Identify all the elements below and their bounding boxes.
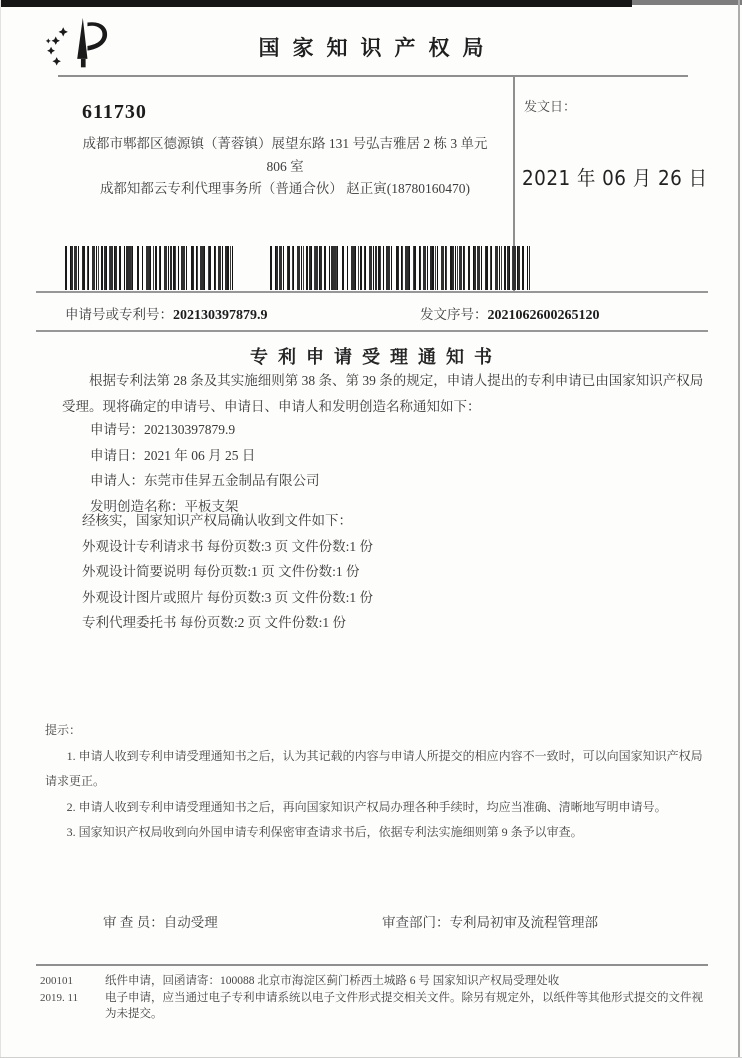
serial-number [420, 303, 600, 324]
field-label: 申请号： [90, 422, 144, 437]
tip-item-1: 1. 申请人收到专利申请受理通知书之后，认为其记载的内容与申请人所提交的相应内容不一致时，可以向国家知识产权局请求更正。 [45, 748, 703, 788]
field-value: 202130397879.9 [144, 422, 236, 437]
footer-form-code: 200101 [40, 975, 73, 987]
footer-line2: 电子申请，应当通过电子专利申请系统以电子文件形式提交相关文件。除另有规定外，以纸件等其他形式提交的文件视为未提交。 [105, 991, 703, 1020]
reference-band-top-rule [36, 291, 708, 293]
document-list-item: 外观设计简要说明 每份页数:1 页 文件份数:1 份 [82, 564, 360, 579]
issue-date-label: 发文日： [524, 99, 577, 114]
recipient-address-line1: 成都市郫都区德源镇（菁蓉镇）展望东路 131 号弘吉雅居 2 栋 3 单元 [82, 136, 488, 151]
reference-band-bottom-rule [36, 330, 708, 332]
field-label: 申请日： [90, 447, 144, 463]
tips-label: 提示： [45, 723, 82, 737]
footer-rule [36, 964, 708, 966]
department [382, 911, 598, 931]
scan-artifact-top-bar [0, 0, 632, 7]
notice-fields [62, 417, 738, 519]
application-number-value: 202130397879.9 [173, 308, 268, 323]
tip-item-3: 3. 国家知识产权局收到向外国申请专利保密审查请求书后，依据专利法实施细则第 9 条予以审查。 [66, 825, 583, 839]
barcode-right [270, 246, 530, 290]
notice-paragraph [62, 368, 710, 419]
received-documents-intro: 经核实，国家知识产权局确认收到文件如下： [82, 513, 352, 528]
examiner-value: 自动受理 [163, 915, 218, 930]
footer-notes [105, 973, 707, 1023]
recipient-agent-line: 成都知都云专利代理事务所（普通合伙） 赵正寅(18780160470) [99, 181, 471, 196]
recipient-address-line2: 806 室 [266, 159, 304, 174]
field-application-date [90, 443, 738, 469]
footer-line1: 纸件申请，回函请寄：100088 北京市海淀区蓟门桥西土城路 6 号 国家知识产权局受理处收 [105, 975, 560, 987]
notice-title: 专利申请受理通知书 [250, 347, 502, 367]
agency-title: 国家知识产权局 [258, 37, 497, 60]
document-list-item: 专利代理委托书 每份页数:2 页 文件份数:1 份 [82, 615, 347, 630]
field-value: 东莞市佳昇五金制品有限公司 [144, 473, 320, 488]
examiner [103, 911, 218, 931]
tips-section [45, 718, 710, 846]
department-value: 专利局初审及流程管理部 [449, 915, 598, 930]
scan-artifact-left-edge [0, 0, 1, 1058]
postal-code: 611730 [82, 101, 147, 123]
footer-form-codes [40, 973, 78, 1006]
footer-form-date: 2019. 11 [40, 991, 79, 1004]
field-applicant [90, 468, 738, 494]
issue-date-value: 2021 年 06 月 26 日 [522, 166, 708, 190]
notice-paragraph-text: 根据专利法第 28 条及其实施细则第 38 条、第 39 条的规定，申请人提出的专利申请已由国家知识产权局受理。现将确定的申请号、申请日、申请人和发明创造名称通知如下： [62, 373, 704, 414]
scan-artifact-top-bar-gray [632, 0, 742, 5]
received-documents [62, 508, 730, 636]
examiner-label: 审 查 员： [103, 915, 164, 930]
field-value: 2021 年 06 月 25 日 [144, 447, 256, 463]
header-rule [58, 75, 688, 77]
document-list-item: 外观设计专利请求书 每份页数:3 页 文件份数:1 份 [82, 538, 374, 554]
application-number [65, 303, 268, 324]
serial-number-value: 2021062600265120 [487, 308, 600, 323]
tip-item-2: 2. 申请人收到专利申请受理通知书之后，再向国家知识产权局办理各种手续时，均应当准确、清晰地写明申请号。 [66, 799, 667, 814]
field-label: 发明创造名称： [90, 498, 185, 514]
serial-number-label: 发文序号： [420, 307, 488, 322]
field-value: 平板支架 [184, 498, 239, 514]
application-number-label: 申请号或专利号： [65, 307, 173, 322]
department-label: 审查部门： [382, 915, 450, 930]
scan-artifact-right-edge [738, 0, 740, 1058]
field-label: 申请人： [90, 473, 144, 488]
barcode-left [65, 246, 235, 290]
field-application-no [90, 417, 738, 443]
document-list-item: 外观设计图片或照片 每份页数:3 页 文件份数:1 份 [82, 589, 374, 605]
